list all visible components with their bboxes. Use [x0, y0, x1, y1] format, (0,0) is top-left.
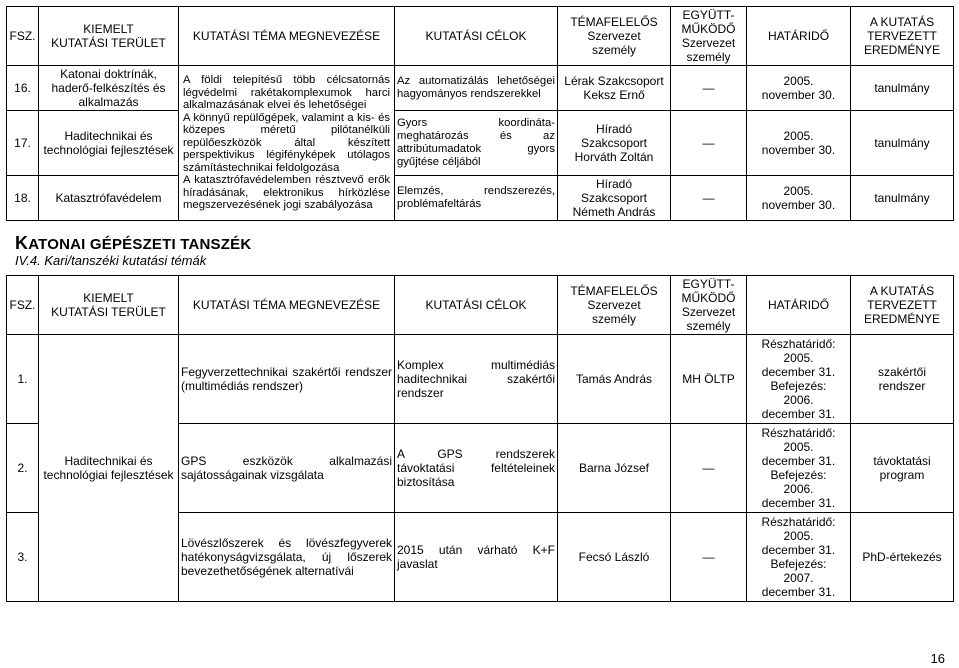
row-topic: A földi telepítésű több célcsatornás légvédelmi rakétakomplexumok harci alkalmazásának elvei és lehetőségei — [183, 74, 390, 112]
row-topic: A katasztrófavédelemben résztvevő erők híradásának, elektronikus hírközlése megszervezésének jogi szabályozása — [183, 174, 390, 212]
row-deadline: 2005. november 30. — [747, 66, 851, 111]
header-egyuttmukodo: EGYÜTT- MŰKÖDŐ Szervezet személy — [671, 7, 747, 66]
table-header-row — [7, 7, 954, 66]
research-table-department — [6, 275, 954, 602]
header-hatarido: HATÁRIDŐ — [747, 7, 851, 66]
header-temafelelos: TÉMAFELELŐS Szervezet személy — [558, 276, 671, 335]
row-responsible: Híradó Szakcsoport Németh András — [558, 176, 671, 221]
row-goal: 2015 után várható K+F javaslat — [395, 513, 558, 602]
row-topic: A könnyű repülőgépek, valamint a kis- és közepes méretű pilótanélküli repülőeszközök által készített perspektivikus légifényképek utólagos számítástechnikai feldolgozása — [183, 111, 390, 174]
row-responsible: Barna József — [558, 424, 671, 513]
row-responsible: Lérak Szakcsoport Keksz Ernő — [558, 66, 671, 111]
row-result: tanulmány — [851, 176, 954, 221]
table-row — [7, 111, 954, 176]
row-cooperating: — — [671, 111, 747, 176]
table-row — [7, 66, 954, 111]
row-result: szakértői rendszer — [851, 335, 954, 424]
section-title: KATONAI GÉPÉSZETI TANSZÉK — [15, 233, 252, 253]
row-deadline: Részhatáridő: 2005. december 31. Befejezés: 2007. december 31. — [747, 513, 851, 602]
row-cooperating: — — [671, 513, 747, 602]
section-subtitle: IV.4. Kari/tanszéki kutatási témák — [15, 253, 207, 268]
header-tema: KUTATÁSI TÉMA MEGNEVEZÉSE — [179, 276, 395, 335]
header-celok: KUTATÁSI CÉLOK — [395, 7, 558, 66]
header-celok: KUTATÁSI CÉLOK — [395, 276, 558, 335]
row-number: 17. — [7, 111, 39, 176]
row-number: 1. — [7, 335, 39, 424]
header-eredmeny: A KUTATÁS TERVEZETT EREDMÉNYE — [851, 276, 954, 335]
row-topic: GPS eszközök alkalmazási sajátosságainak vizsgálata — [179, 424, 395, 513]
row-result: tanulmány — [851, 66, 954, 111]
header-temafelelos: TÉMAFELELŐS Szervezet személy — [558, 7, 671, 66]
row-cooperating: — — [671, 66, 747, 111]
header-kiemelt: KIEMELT KUTATÁSI TERÜLET — [39, 7, 179, 66]
row-goal: Az automatizálás lehetőségei hagyományos rendszerekkel — [395, 66, 558, 111]
header-fsz: FSZ. — [7, 7, 39, 66]
table-row — [7, 335, 954, 424]
header-egyuttmukodo: EGYÜTT- MŰKÖDŐ Szervezet személy — [671, 276, 747, 335]
header-hatarido: HATÁRIDŐ — [747, 276, 851, 335]
row-topic: Lövészlőszerek és lövészfegyverek hatékonyságvizsgálata, új lőszerek bevezethetőségének alternatívái — [179, 513, 395, 602]
page-number: 16 — [930, 651, 945, 666]
row-cooperating: — — [671, 176, 747, 221]
row-responsible: Fecsó László — [558, 513, 671, 602]
row-result: távoktatási program — [851, 424, 954, 513]
topics-cell — [179, 66, 395, 221]
header-eredmeny: A KUTATÁS TERVEZETT EREDMÉNYE — [851, 7, 954, 66]
research-table-top — [6, 6, 954, 221]
row-deadline: 2005. november 30. — [747, 176, 851, 221]
row-cooperating: MH ÖLTP — [671, 335, 747, 424]
row-responsible: Híradó Szakcsoport Horváth Zoltán — [558, 111, 671, 176]
row-area: Haditechnikai és technológiai fejlesztések — [39, 111, 179, 176]
row-area: Katonai doktrínák, haderő-felkészítés és alkalmazás — [39, 66, 179, 111]
row-cooperating: — — [671, 424, 747, 513]
row-goal: Elemzés, rendszerezés, problémafeltárás — [395, 176, 558, 221]
row-goal: A GPS rendszerek távoktatási feltételeinek biztosítása — [395, 424, 558, 513]
row-responsible: Tamás András — [558, 335, 671, 424]
row-area: Katasztrófavédelem — [39, 176, 179, 221]
row-deadline: Részhatáridő: 2005. december 31. Befejezés: 2006. december 31. — [747, 335, 851, 424]
row-area-merged: Haditechnikai és technológiai fejlesztések — [39, 335, 179, 602]
header-fsz: FSZ. — [7, 276, 39, 335]
header-tema: KUTATÁSI TÉMA MEGNEVEZÉSE — [179, 7, 395, 66]
table-header-row — [7, 276, 954, 335]
row-topic: Fegyverzettechnikai szakértői rendszer (multimédiás rendszer) — [179, 335, 395, 424]
row-result: PhD-értekezés — [851, 513, 954, 602]
row-deadline: Részhatáridő: 2005. december 31. Befejezés: 2006. december 31. — [747, 424, 851, 513]
header-kiemelt: KIEMELT KUTATÁSI TERÜLET — [39, 276, 179, 335]
row-number: 18. — [7, 176, 39, 221]
row-number: 2. — [7, 424, 39, 513]
row-deadline: 2005. november 30. — [747, 111, 851, 176]
row-goal: Gyors koordináta-meghatározás és az attribútumadatok gyors gyűjtése céljából — [395, 111, 558, 176]
row-result: tanulmány — [851, 111, 954, 176]
row-number: 3. — [7, 513, 39, 602]
row-number: 16. — [7, 66, 39, 111]
table-row — [7, 176, 954, 221]
row-goal: Komplex multimédiás haditechnikai szakértői rendszer — [395, 335, 558, 424]
